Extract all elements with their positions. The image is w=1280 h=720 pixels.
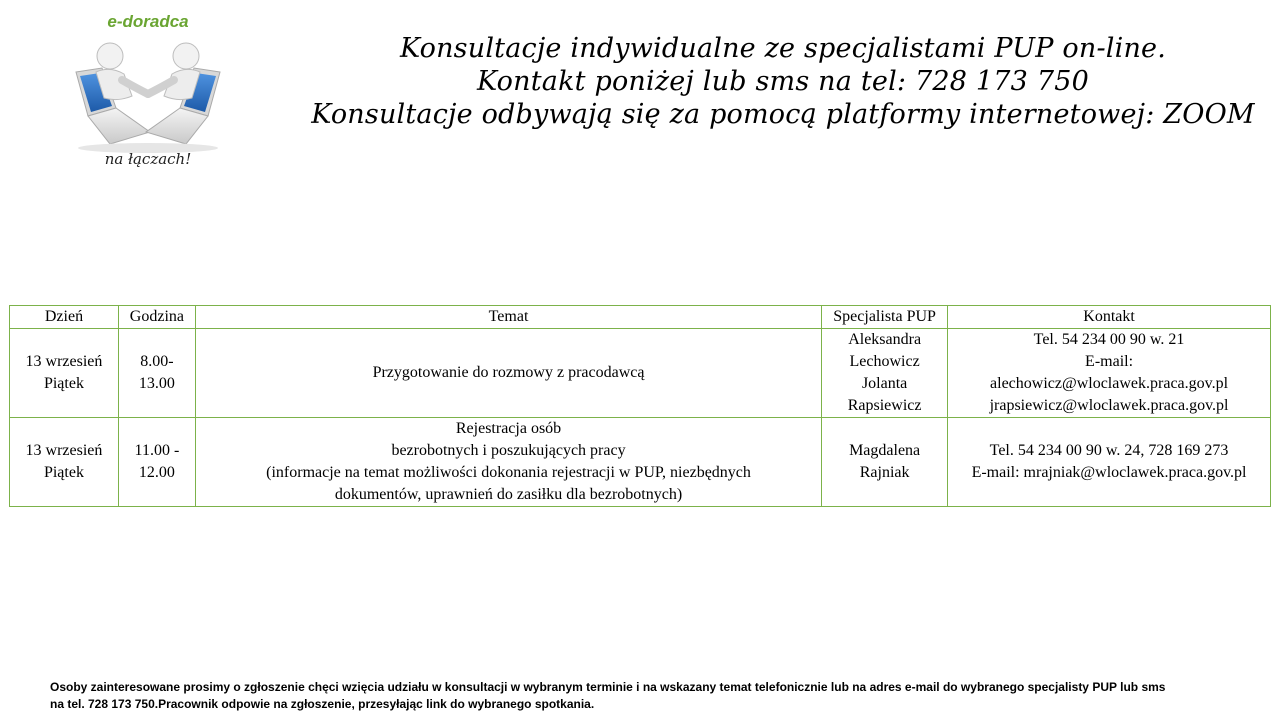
- handshake-laptops-icon: [58, 36, 238, 154]
- time-cell: 8.00- 13.00: [118, 329, 195, 418]
- consultation-schedule-table: [9, 305, 1271, 507]
- column-header-specialist: Specjalista PUP: [822, 306, 948, 329]
- topic-cell: Rejestracja osób bezrobotnych i poszukujących pracy (informacje na temat możliwości dokonania rejestracji w PUP, niezbędnych dokumentów, uprawnień do zasiłku dla bezrobotnych): [195, 418, 821, 507]
- logo-title: e-doradca: [107, 12, 189, 31]
- table-header-row: [10, 306, 1271, 329]
- email-link[interactable]: E-mail: mrajniak@wloclawek.praca.gov.pl: [971, 464, 1247, 481]
- footer-line: Osoby zainteresowane prosimy o zgłoszenie chęci wzięcia udziału w konsultacji w wybranym terminie i na wskazany temat telefonicznie lub na adres e-mail do wybranego specjalisty PUP lub sms: [50, 680, 1166, 694]
- column-header-contact: Kontakt: [948, 306, 1271, 329]
- specialist-cell: Magdalena Rajniak: [822, 418, 948, 507]
- time-cell: 11.00 - 12.00: [118, 418, 195, 507]
- column-header-time: Godzina: [118, 306, 195, 329]
- specialist-cell: Aleksandra Lechowicz Jolanta Rapsiewicz: [822, 329, 948, 418]
- contact-cell: Tel. 54 234 00 90 w. 21 E-mail: alechowicz@wloclawek.praca.gov.pl jrapsiewicz@wloclawek.praca.gov.pl: [948, 329, 1271, 418]
- column-header-day: Dzień: [10, 306, 119, 329]
- footer-line: na tel. 728 173 750.Pracownik odpowie na zgłoszenie, przesyłając link do wybranego spotkania.: [50, 697, 595, 711]
- heading-line: Konsultacje odbywają się za pomocą platformy internetowej: ZOOM: [311, 99, 1255, 130]
- email-link[interactable]: alechowicz@wloclawek.praca.gov.pl: [990, 375, 1229, 392]
- heading-line: Konsultacje indywidualne ze specjalistami PUP on-line.: [399, 33, 1166, 64]
- table-row: [10, 418, 1271, 507]
- table-row: [10, 329, 1271, 418]
- topic-cell: Przygotowanie do rozmowy z pracodawcą: [195, 329, 821, 418]
- day-cell: 13 wrzesień Piątek: [10, 418, 119, 507]
- day-cell: 13 wrzesień Piątek: [10, 329, 119, 418]
- logo-caption: na łączach!: [104, 150, 192, 168]
- e-doradca-logo: [58, 10, 238, 175]
- footer-note: [50, 679, 1260, 713]
- column-header-topic: Temat: [195, 306, 821, 329]
- heading-line: Kontakt poniżej lub sms na tel: 728 173 750: [477, 66, 1089, 97]
- page-heading: [290, 32, 1276, 131]
- email-link[interactable]: jrapsiewicz@wloclawek.praca.gov.pl: [989, 397, 1229, 414]
- contact-cell: Tel. 54 234 00 90 w. 24, 728 169 273 E-mail: mrajniak@wloclawek.praca.gov.pl: [948, 418, 1271, 507]
